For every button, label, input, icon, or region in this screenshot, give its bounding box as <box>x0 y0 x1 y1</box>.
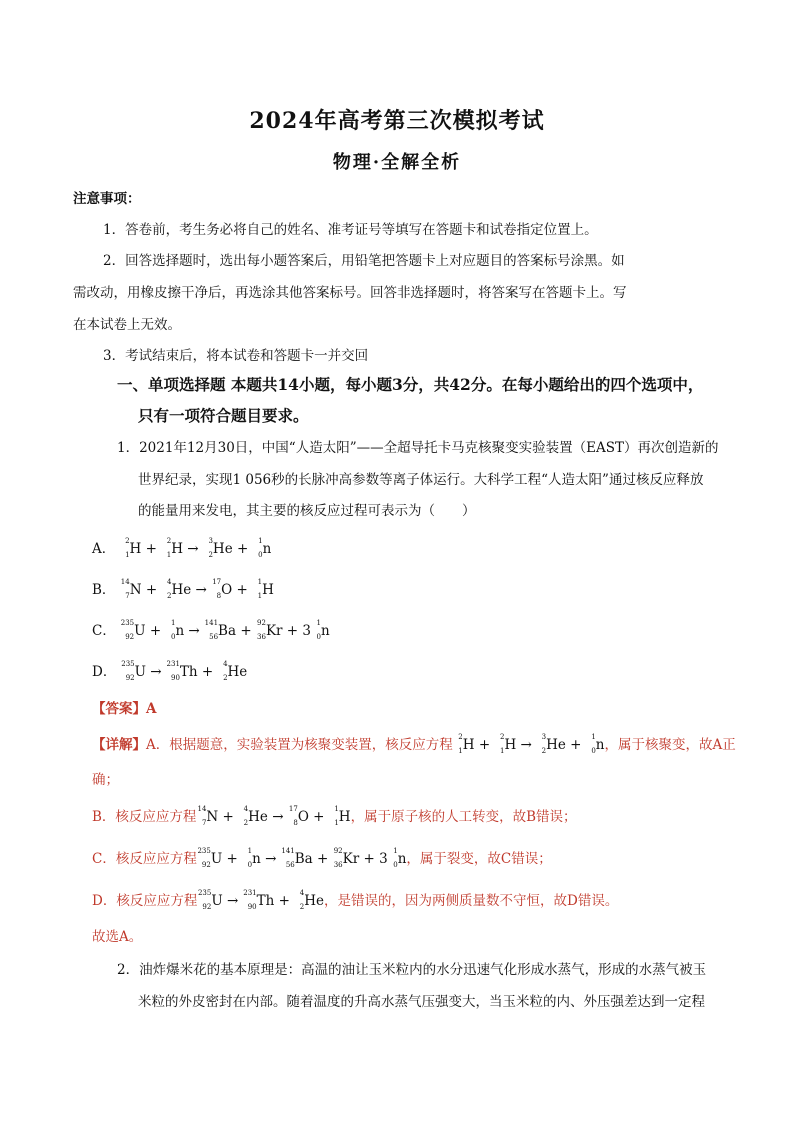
option-b-label: B． <box>92 582 116 598</box>
detail-c: C．核反应应方程 235 92 U + 1 0 n → 141 56 Ba + 92 36 Kr + 3 1 0 n，属于裂变，故C错误； <box>92 847 552 869</box>
detail-a-equation: 2 1 H + 2 1 H → 3 2 He + 1 0 n <box>458 733 605 755</box>
answer-label: 【答案】A <box>92 701 157 717</box>
section-heading-line-1: 一、单项选择题 本题共14小题，每小题3分，共42分。在每小题给出的四个选项中， <box>117 375 704 394</box>
notice-item-2-line-2: 需改动，用橡皮擦干净后，再选涂其他答案标号。回答非选择题时，将答案写在答题卡上。写 <box>73 285 627 301</box>
section-heading-line-2: 只有一项符合题目要求。 <box>138 406 309 425</box>
notice-item-2-line-3: 在本试卷上无效。 <box>73 317 181 333</box>
option-c-equation: 235 92 U + 1 0 n → 141 56 Ba + 92 36 Kr + 3 1 0 n <box>120 619 330 641</box>
page-title: 2024年高考第三次模拟考试 <box>249 108 545 134</box>
notice-heading: 注意事项： <box>73 191 141 207</box>
question-2-line-1: 2．油炸爆米花的基本原理是：高温的油让玉米粒内的水分迅速气化形成水蒸气，形成的水蒸气被玉 <box>117 962 707 978</box>
question-1-line-2: 世界纪录，实现1 056秒的长脉冲高参数等离子体运行。大科学工程“人造太阳”通过核反应释放 <box>138 472 704 488</box>
notice-item-3: 3．考试结束后，将本试卷和答题卡一并交回 <box>103 348 369 364</box>
notice-item-2-line-1: 2．回答选择题时，选出每小题答案后，用铅笔把答题卡上对应题目的答案标号涂黑。如 <box>103 253 625 269</box>
detail-label: 【详解】 <box>92 737 146 753</box>
detail-d-equation: 235 92 U → 231 90 Th + 4 2 He <box>197 889 324 911</box>
notice-item-1: 1．答卷前，考生务必将自己的姓名、准考证号等填写在答题卡和试卷指定位置上。 <box>103 222 598 238</box>
option-d-equation: 235 92 U → 231 90 Th + 4 2 He <box>121 660 248 682</box>
option-d <box>92 660 247 680</box>
detail-d: D．核反应应方程 235 92 U → 231 90 Th + 4 2 He，是错误的，因为两侧质量数不守恒，故D错误。 <box>92 889 619 911</box>
option-b-equation: 14 7 N + 4 2 He → 17 8 O + 1 1 H <box>120 578 274 600</box>
option-a <box>92 537 271 557</box>
option-c-label: C． <box>92 623 116 639</box>
option-a-equation: 2 1 H + 2 1 H → 3 2 He + 1 0 n <box>125 537 272 559</box>
page-subtitle: 物理·全解全析 <box>332 152 462 173</box>
detail-b: B．核反应应方程 14 7 N + 4 2 He → 17 8 O + 1 1 H，属于原子核的人工转变，故B错误； <box>92 805 577 827</box>
option-a-label: A． <box>92 541 116 557</box>
conclusion: 故选A。 <box>92 929 143 945</box>
detail-a-continued: 确； <box>92 772 119 788</box>
detail-c-equation: 235 92 U + 1 0 n → 141 56 Ba + 92 36 Kr + 3 1 0 n <box>197 847 407 869</box>
option-d-label: D． <box>92 664 117 680</box>
option-b <box>92 578 274 598</box>
question-1-line-3: 的能量用来发电，其主要的核反应过程可表示为（ ） <box>138 503 476 519</box>
detail-b-equation: 14 7 N + 4 2 He → 17 8 O + 1 1 H <box>197 805 351 827</box>
option-c <box>92 619 330 639</box>
question-1-line-1: 1．2021年12月30日，中国“人造太阳”——全超导托卡马克核聚变实验装置（EAST）再次创造新的 <box>117 440 719 456</box>
question-2-line-2: 米粒的外皮密封在内部。随着温度的升高水蒸气压强变大，当玉米粒的内、外压强差达到一定程 <box>138 994 705 1010</box>
detail-a: 【详解】A．根据题意，实验装置为核聚变装置，核反应方程 2 1 H + 2 1 H → 3 2 He + 1 0 n，属于核聚变，故A正 <box>92 733 736 755</box>
